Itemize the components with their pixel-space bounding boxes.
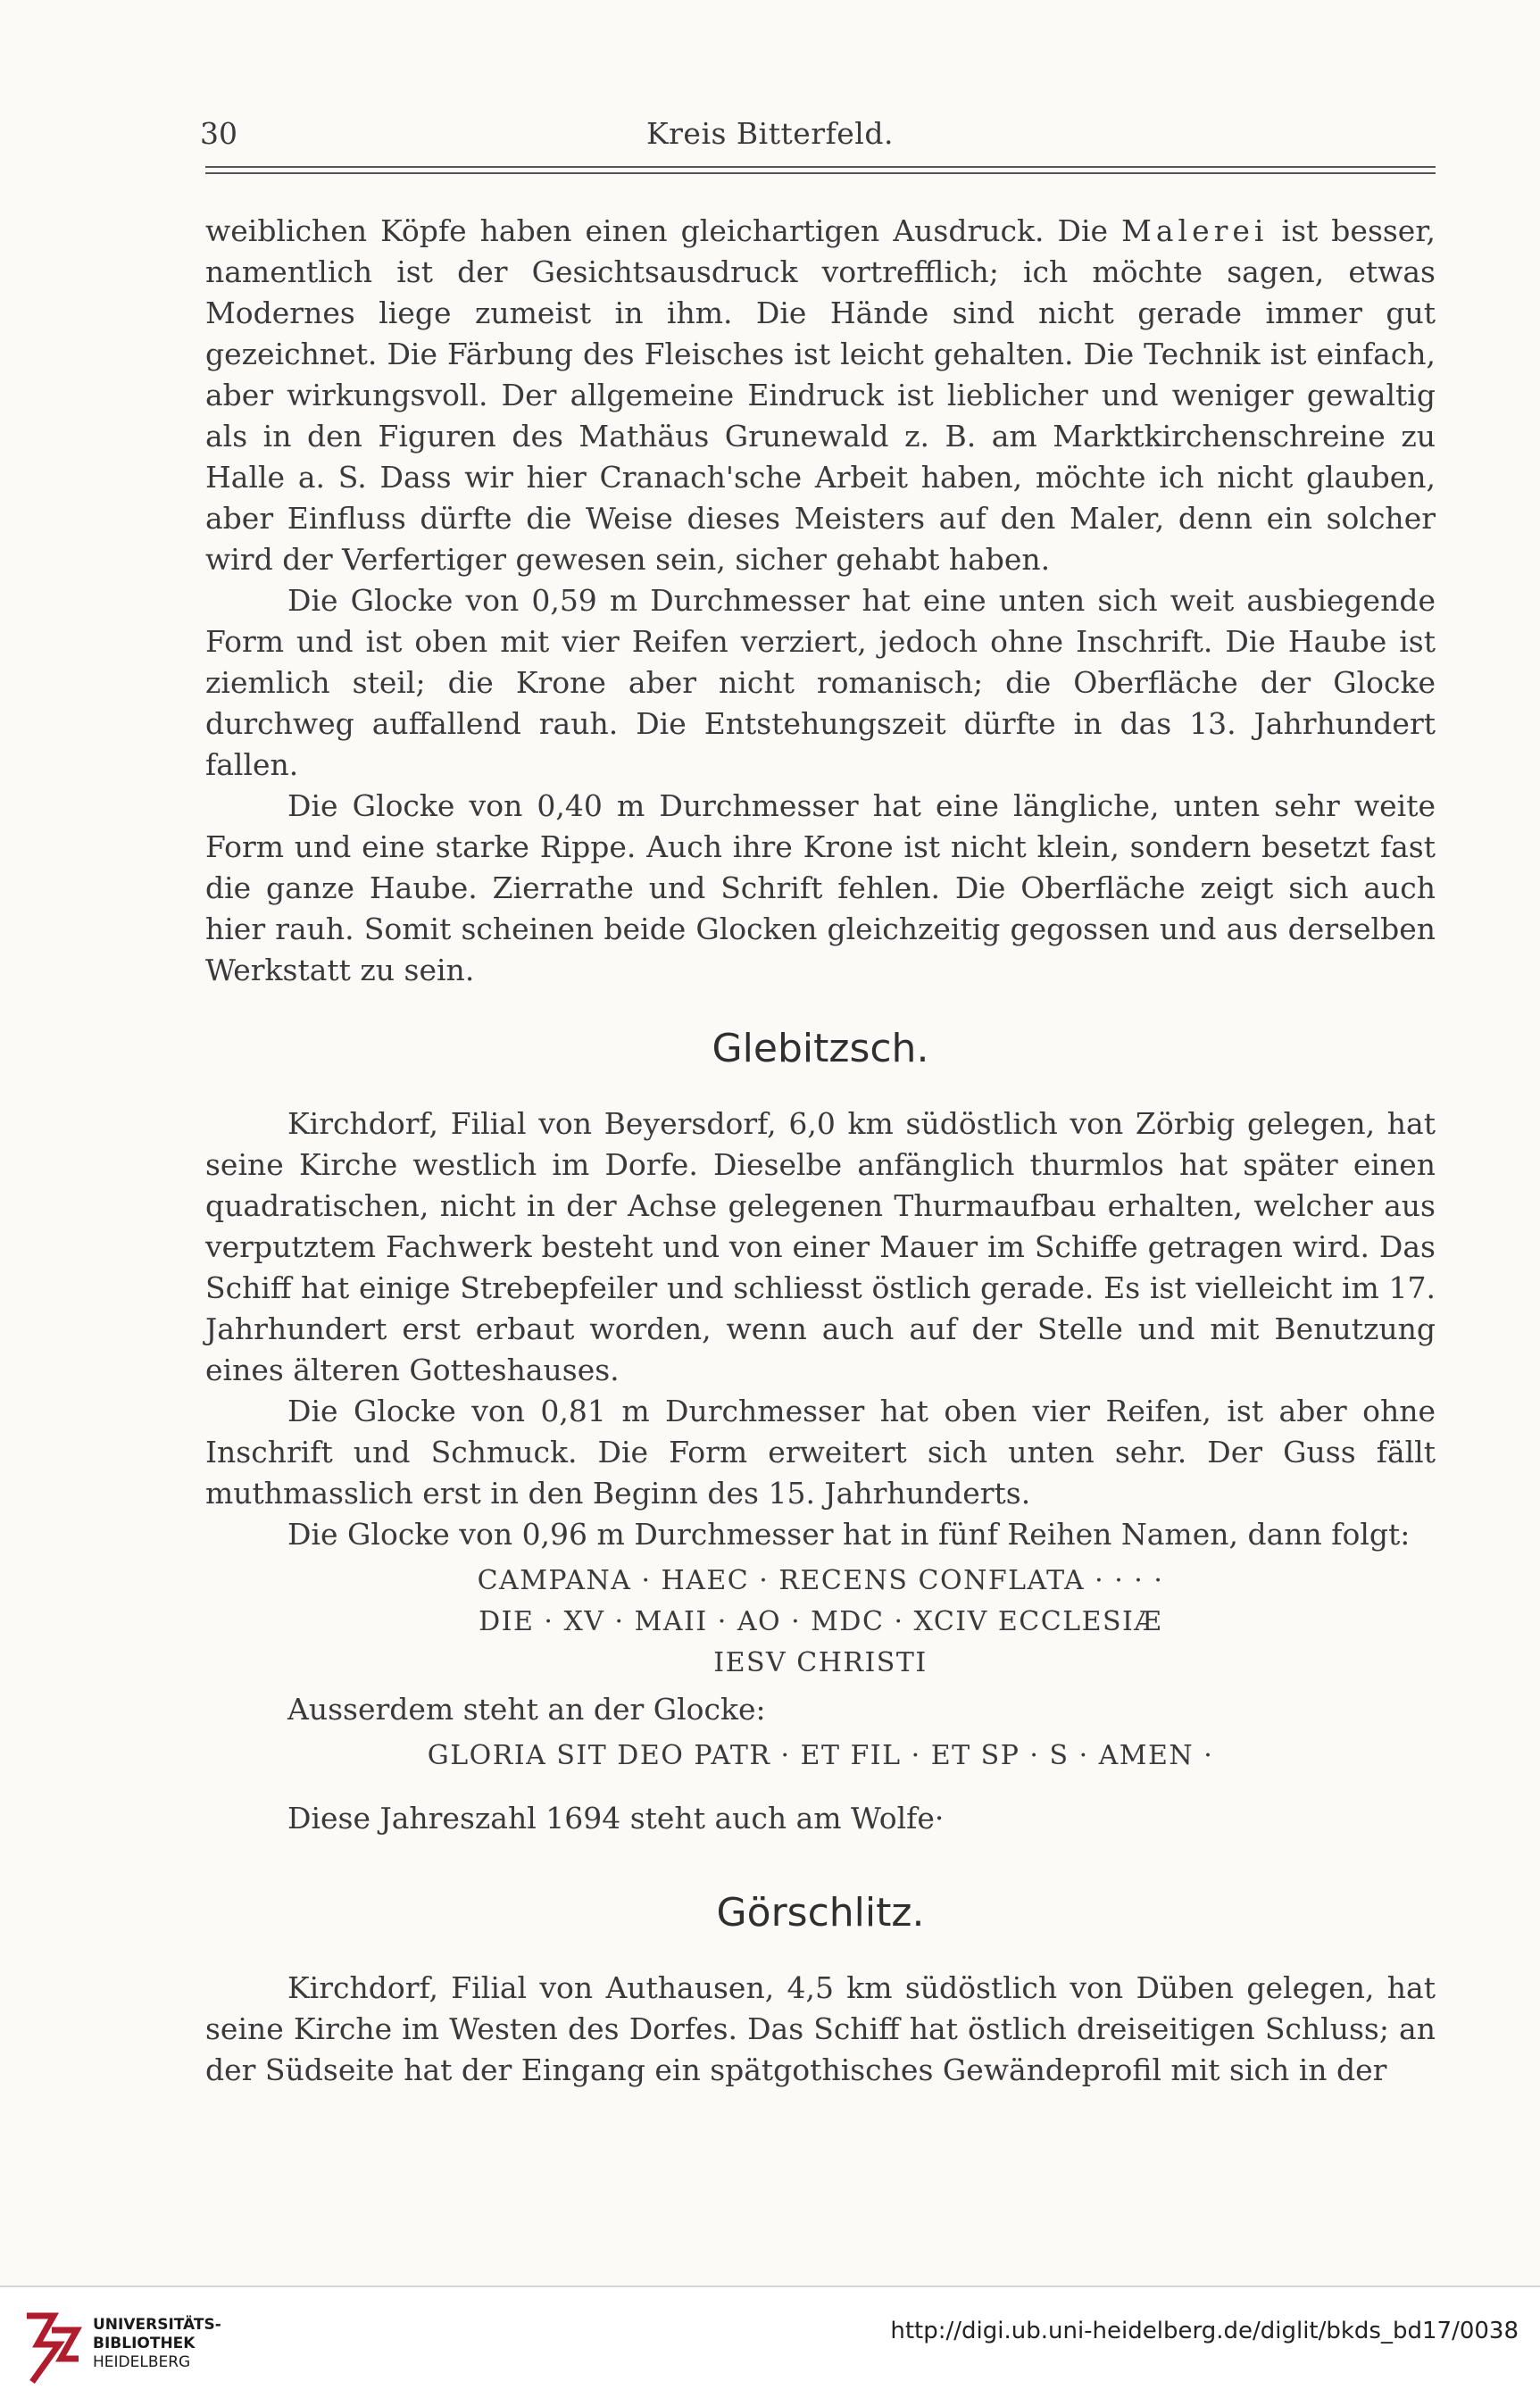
paragraph: Ausserdem steht an der Glocke: [287, 1692, 766, 1727]
header-rule-top [205, 166, 1436, 168]
paragraph: Die Glocke von 0,81 m Durchmesser hat oben vier Reifen, ist aber ohne Inschrift und Schmuck. Die Form erweitert sich unten sehr. Der Guss fällt muthmasslich erst in den Beginn des 15. Jahrhunderts. [205, 1394, 1436, 1511]
paragraph: Die Glocke von 0,59 m Durchmesser hat eine unten sich weit ausbiegende Form und ist oben mit vier Reifen verziert, jedoch ohne Inschrift. Die Haube ist ziemlich steil; die Krone aber nicht romanisch; die Oberfläche der Glocke durchweg auffallend rauh. Die Entstehungszeit dürfte in das 13. Jahrhundert fallen. [205, 583, 1436, 782]
footer-bar [0, 2285, 1540, 2406]
paragraph: Kirchdorf, Filial von Authausen, 4,5 km südöstlich von Düben gelegen, hat seine Kirche im Westen des Dorfes. Das Schiff hat östlich dreiseitigen Schluss; an der Südseite hat der Eingang ein spätgothisches Gewändeprofil mit sich in der [205, 1970, 1436, 2087]
page-number: 30 [200, 116, 237, 151]
library-logo-icon [20, 2303, 84, 2385]
paragraph: Diese Jahreszahl 1694 steht auch am Wolfe· [287, 1801, 945, 1836]
paragraph: weiblichen Köpfe haben einen gleichartigen Ausdruck. Die Malerei ist besser, namentlich ist der Gesichtsausdruck vortrefflich; ich möchte sagen, etwas Modernes liege zumeist in ihm. Die Hände sind nicht gerade immer gut gezeichnet. Die Färbung des Fleisches ist leicht gehalten. Die Technik ist einfach, aber wirkungsvoll. Der allgemeine Eindruck ist lieblicher und weniger gewaltig als in den Figuren des Mathäus Grunewald z. B. am Marktkirchenschreine zu Halle a. S. Dass wir hier Cranach'sche Arbeit haben, möchte ich nicht glauben, aber Einfluss dürfte die Weise dieses Meisters auf den Maler, denn ein solcher wird der Verfertiger gewesen sein, sicher gehabt haben. [205, 213, 1436, 577]
section-heading-glebitzsch: Glebitzsch. [712, 1026, 929, 1071]
paragraph: Die Glocke von 0,40 m Durchmesser hat eine längliche, unten sehr weite Form und eine starke Rippe. Auch ihre Krone ist nicht klein, sondern besetzt fast die ganze Haube. Zierrathe und Schrift fehlen. Die Oberfläche zeigt sich auch hier rauh. Somit scheinen beide Glocken gleichzeitig gegossen und aus derselben Werkstatt zu sein. [205, 788, 1436, 987]
bell-inscription [205, 1561, 1436, 1684]
library-logo-text: UNIVERSITÄTS- BIBLIOTHEK HEIDELBERG [93, 2316, 221, 2371]
body-text [205, 211, 1436, 2091]
bell-inscription-2: GLORIA SIT DEO PATR · ET FIL · ET SP · S · AMEN · [427, 1740, 1214, 1771]
header-rule-bottom [205, 172, 1436, 174]
inscription-line: IESV CHRISTI [713, 1647, 928, 1678]
permalink-url[interactable]: http://digi.ub.uni-heidelberg.de/diglit/bkds_bd17/0038 [890, 2318, 1519, 2344]
paragraph: Kirchdorf, Filial von Beyersdorf, 6,0 km südöstlich von Zörbig gelegen, hat seine Kirche westlich im Dorfe. Dieselbe anfänglich thurmlos hat später einen quadratischen, nicht in der Achse gelegenen Thurmaufbau erhalten, welcher aus verputztem Fachwerk besteht und von einer Mauer im Schiffe getragen wird. Das Schiff hat einige Strebepfeiler und schliesst östlich gerade. Es ist vielleicht im 17. Jahrhundert erst erbaut worden, wenn auch auf der Stelle und mit Benutzung eines älteren Gotteshauses. [205, 1106, 1436, 1387]
spacer [205, 1782, 1436, 1798]
spaced-word: Malerei [1121, 213, 1269, 248]
inscription-line: CAMPANA · HAEC · RECENS CONFLATA · · · · [477, 1565, 1164, 1596]
footer-divider [0, 2285, 1540, 2287]
paragraph: Die Glocke von 0,96 m Durchmesser hat in fünf Reihen Namen, dann folgt: [287, 1517, 1411, 1552]
inscription-line: DIE · XV · MAII · AO · MDC · XCIV ECCLESIÆ [479, 1606, 1162, 1637]
running-head: Kreis Bitterfeld. [646, 116, 894, 151]
section-heading-goerschlitz: Görschlitz. [716, 1890, 925, 1936]
